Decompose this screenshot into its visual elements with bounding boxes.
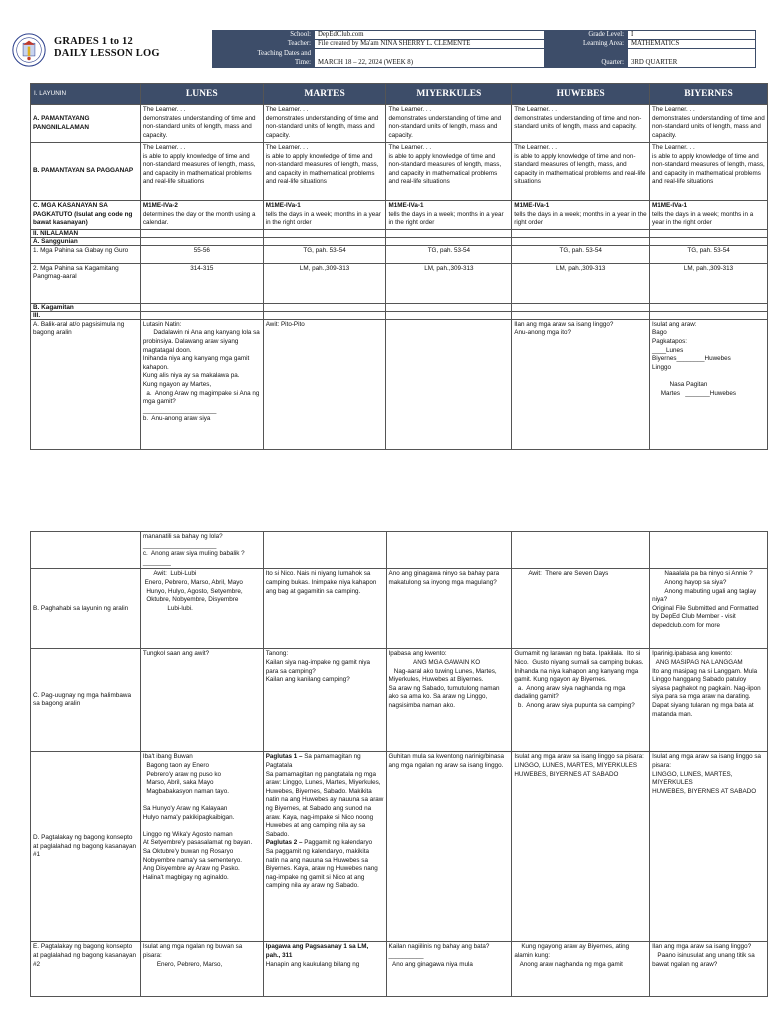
empty-cell xyxy=(140,237,263,245)
table-row xyxy=(31,942,768,997)
kagamitan-label: B. Kagamitan xyxy=(31,303,141,311)
empty-cell xyxy=(263,532,386,569)
balik-aral-huwebes: Ilan ang mga araw sa isang linggo? Anu-anong mga ito? xyxy=(512,319,650,449)
col-header-martes: MARTES xyxy=(263,84,386,105)
empty-cell xyxy=(650,532,768,569)
teaching-dates-text: MARCH 18 – 22, 2024 (WEEK 8) xyxy=(318,59,413,66)
table-row xyxy=(31,303,768,311)
section-iii-label: III. xyxy=(31,311,141,319)
paghahabi-biyernes: Naaalala pa ba ninyo si Annie ? Anong hayop sa siya? Anong mabuting ugali ang taglay niya? Original File Submitted and Formatted by DepEd Club Member - visit depedclub.com for more xyxy=(650,569,768,649)
paglutas-2-heading: Paglutas 2 – xyxy=(265,839,305,847)
teacher-label: Teacher: xyxy=(213,40,315,49)
pagtalakay1-label-text: D. Pagtalakay ng bagong konsepto at paglalahad ng bagong kasanayan #1 xyxy=(33,833,137,859)
lesson-log-table-top xyxy=(30,83,768,450)
empty-cell xyxy=(140,303,263,311)
teaching-dates-label-line1: Teaching Dates and xyxy=(257,50,311,57)
gabay-biyernes: TG, pah. 53-54 xyxy=(650,245,768,263)
paguugnay-miyerkules xyxy=(386,649,512,752)
kagamitang-huwebes: LM, pah.,309-313 xyxy=(512,263,650,303)
empty-cell xyxy=(140,229,263,237)
empty-cell xyxy=(512,532,650,569)
kagamitang-martes: LM, pah.,309-313 xyxy=(263,263,386,303)
empty-cell xyxy=(386,532,512,569)
empty-cell xyxy=(650,237,768,245)
table-row xyxy=(31,569,768,649)
pagtalakay1-miyerkules: Guhitan mula sa kwentong narinig/binasa ang mga ngalan ng araw sa isang linggo. xyxy=(386,752,512,942)
col-header-huwebes: HUWEBES xyxy=(512,84,650,105)
col-header-lunes: LUNES xyxy=(140,84,263,105)
paghahabi-lunes: Awit: Lubi-Lubi Enero, Pebrero, Marso, Abril, Mayo Hunyo, Hulyo, Agosto, Setyembre, Oktubre, Nobyembre, Disyembre Lubi-lubi. xyxy=(140,569,263,649)
pagsasanay-text: Hanapin ang kaukulang bilang ng xyxy=(265,960,360,968)
empty-cell xyxy=(512,311,650,319)
teaching-dates-label-line2: Time: xyxy=(295,59,311,66)
quarter-label-text: Quarter: xyxy=(601,59,624,66)
title-line-1: GRADES 1 to 12 xyxy=(54,36,133,47)
paglutas-2-text: Paggamit ng kalendaryo Sa paggamit ng kalendaryo, makikita natin na ang nauuna sa Huwebes sa Biyernes. Kaya, araw ng Huwebes nang nag-impake ng gamit si Nico at ang camping nila ay araw ng Sabado. xyxy=(265,839,378,890)
quarter-value-text: 3RD QUARTER xyxy=(631,59,678,66)
deped-seal-logo xyxy=(12,33,46,67)
paguugnay-martes: Tanong: Kailan siya nag-impake ng gamit niya para sa camping? Kailan ang kanilang camping? xyxy=(263,649,386,752)
pamantayang-biyernes: The Learner. . . demonstrates understanding of time and non-standard units of length, mass and capacity. xyxy=(650,105,768,143)
pagtalakay1-martes xyxy=(263,752,386,942)
layunin-header: I. LAYUNIN xyxy=(31,84,141,105)
gabay-huwebes: TG, pah. 53-54 xyxy=(512,245,650,263)
pagtalakay2-lunes: Isulat ang mga ngalan ng buwan sa pisara: Enero, Pebrero, Marso, xyxy=(140,942,263,997)
learning-area-value: MATHEMATICS xyxy=(628,40,756,49)
paghahabi-label-text: B. Paghahabi sa layunin ng aralin xyxy=(33,604,129,612)
kagamitang-biyernes: LM, pah.,309-313 xyxy=(650,263,768,303)
pagkatuto-label: C. MGA KASANAYAN SA PAGKATUTO (Isulat ang code ng bawat kasanayan) xyxy=(31,201,141,230)
school-label: School: xyxy=(213,31,315,40)
pamantayang-miyerkules: The Learner. . . demonstrates understanding of time and non-standard units of length, mass and capacity. xyxy=(386,105,512,143)
paguugnay-label xyxy=(31,649,141,752)
teacher-value: File created by Ma'am NINA SHERRY L. CLEMENTE xyxy=(315,40,545,49)
pamantayang-label xyxy=(31,105,141,143)
grade-level-label: Grade Level: xyxy=(545,31,628,40)
empty-cell xyxy=(386,303,512,311)
gabay-martes: TG, pah. 53-54 xyxy=(263,245,386,263)
pagtalakay1-lunes: Iba't ibang Buwan Bagong taon ay Enero Pebrero'y araw ng puso ko Marso, Abril, saka Mayo Magbabakasyon naman tayo. Sa Hunyo'y Araw ng Kalayaan Hulyo nama'y pakikipagkaibigan. Linggo ng Wika'y Agosto naman At Setyembre'y pasasalamat ng bayan. Sa Oktubre'y buwan ng Rosaryo Nobyembre nama'y sa sementeryo. Ang Disyembre ay Araw ng Pasko. Halina't magbigay ng aginaldo. xyxy=(140,752,263,942)
pagkatuto-code: M1ME-IVa-2 xyxy=(142,202,178,209)
sanggunian-label: A. Sanggunian xyxy=(31,237,141,245)
paguugnay-lunes: Tungkol saan ang awit? xyxy=(140,649,263,752)
pagganap-huwebes: The Learner. . . is able to apply knowledge of time and non-standard measures of length, mass, and capacity in mathematical problems and real-life situations xyxy=(512,143,650,201)
pamantayang-huwebes: The Learner. . . demonstrates understanding of time and non-standard units of length, mass and capacity. xyxy=(512,105,650,143)
pagkatuto-text: tells the days in a week; months in a year in the right order xyxy=(652,210,754,227)
pagkatuto-lunes xyxy=(140,201,263,230)
table-row xyxy=(31,263,768,303)
learning-area-label: Learning Area: xyxy=(545,40,628,49)
paguugnay-biyernes: Iparinig.ipabasa ang kwento: ANG MASIPAG NA LANGGAM Ito ang masipag na si Langgam. Mula Linggo hanggang Sabado patuloy siyasa paghakot ng pagkain. Nag-iipon siya para sa mga araw na darating. Dapat siyang tularan ng mga bata at matanda man. xyxy=(650,649,768,752)
paguugnay-miyerkules-intro: Ipabasa ang kwento: xyxy=(388,650,447,658)
empty-cell xyxy=(263,311,386,319)
pamantayang-lunes: The Learner. . . demonstrates understanding of time and non-standard units of length, mass and capacity. xyxy=(140,105,263,143)
balik-aral-label: A. Balik-aral at/o pagsisimula ng bagong aralin xyxy=(31,319,141,449)
pagkatuto-martes xyxy=(263,201,386,230)
empty-cell xyxy=(650,311,768,319)
col-header-miyerkules: MIYERKULES xyxy=(386,84,512,105)
empty-cell xyxy=(512,303,650,311)
pagganap-martes: The Learner. . . is able to apply knowledge of time and non-standard measures of length, mass, and capacity in mathematical problems and real-life situations xyxy=(263,143,386,201)
table-row xyxy=(31,229,768,237)
gabay-lunes: 55-56 xyxy=(140,245,263,263)
empty-cell xyxy=(140,311,263,319)
pagkatuto-code: M1ME-IVa-1 xyxy=(265,202,301,209)
pagtalakay2-label: E. Pagtalakay ng bagong konsepto at paglalahad ng bagong kasanayan #2 xyxy=(31,942,141,997)
pagkatuto-text: determines the day or the month using a calendar. xyxy=(142,210,256,227)
gabay-miyerkules: TG, pah. 53-54 xyxy=(386,245,512,263)
paguugnay-miyerkules-title: ANG MGA GAWAIN KO xyxy=(388,658,481,666)
pagtalakay1-label xyxy=(31,752,141,942)
pagganap-label xyxy=(31,143,141,201)
empty-cell xyxy=(386,237,512,245)
paghahabi-martes: Ito si Nico. Nais ni niyang lumahok sa camping bukas. Inimpake niya kahapon ang bag at gagamitin sa camping. xyxy=(263,569,386,649)
pagtalakay1-biyernes: Isulat ang mga araw sa isang linggo sa pisara: LINGGO, LUNES, MARTES, MIYERKULES HUWEBES, BIYERNES AT SABADO xyxy=(650,752,768,942)
paguugnay-huwebes: Gumamit ng larawan ng bata. Ipakilala. Ito si Nico. Gusto niyang sumali sa camping bukas. Inihanda na niya kahapon ang kanyang mga gamit. Kung ngayon ay Biyernes. a. Anong araw siya naghanda ng mga dadaling gamit? b. Anong araw siya pupunta sa camping? xyxy=(512,649,650,752)
pagtalakay2-huwebes: Kung ngayong araw ay Biyernes, ating alamin kung: Anong araw naghanda ng mga gamit xyxy=(512,942,650,997)
paghahabi-huwebes: Awit: There are Seven Days xyxy=(512,569,650,649)
pagkatuto-miyerkules xyxy=(386,201,512,230)
gabay-label: 1. Mga Pahina sa Gabay ng Guro xyxy=(31,245,141,263)
quarter-value xyxy=(628,49,756,68)
pamantayang-martes: The Learner. . . demonstrates understanding of time and non-standard units of length, mass and capacity. xyxy=(263,105,386,143)
empty-cell xyxy=(263,237,386,245)
table-row xyxy=(31,105,768,143)
teaching-dates-value xyxy=(315,49,545,68)
grade-level-value: I xyxy=(628,31,756,40)
balik-aral-lunes: Lutasin Natin: Dadalawin ni Ana ang kanyang lola sa probinsiya. Dalawang araw siyang magtatagal doon. Inihanda niya ang kanyang mga gamit kahapon. Kung alis niya ay sa makalawa pa. Kung ngayon ay Martes, a. Anong Araw ng magimpake si Ana ng mga gamit? _____________________ b. Anu-anong araw siya xyxy=(140,319,263,449)
pagkatuto-code: M1ME-IVa-1 xyxy=(514,202,550,209)
teaching-dates-label xyxy=(213,49,315,68)
balik-aral-biyernes: Isulat ang araw: Bago Pagkatapos: ____Lunes Biyernes________Huwebes Linggo Nasa Pagitan Martes _______Huwebes xyxy=(650,319,768,449)
col-header-biyernes: BIYERNES xyxy=(650,84,768,105)
paghahabi-label xyxy=(31,569,141,649)
table-row xyxy=(31,319,768,449)
table-row xyxy=(31,311,768,319)
pagtalakay2-martes xyxy=(263,942,386,997)
kagamitang-lunes: 314-315 xyxy=(140,263,263,303)
paglutas-1-heading: Paglutas 1 – xyxy=(265,753,305,761)
pagkatuto-text: tells the days in a week; months in a year in the right order xyxy=(265,210,381,227)
pagkatuto-biyernes xyxy=(650,201,768,230)
pagkatuto-text: tells the days in a week; months in a year in the right order xyxy=(514,210,647,227)
empty-cell xyxy=(31,532,141,569)
school-value: DepEdClub.com xyxy=(315,31,545,40)
pagkatuto-code: M1ME-IVa-1 xyxy=(652,202,688,209)
empty-cell xyxy=(512,229,650,237)
table-row xyxy=(31,752,768,942)
empty-cell xyxy=(263,303,386,311)
kagamitang-label: 2. Mga Pahina sa Kagamitang Pangmag-aaral xyxy=(31,263,141,303)
empty-cell xyxy=(512,237,650,245)
pagtalakay2-miyerkules: Kailan nagiilinis ng bahay ang bata?__________ Ano ang ginagawa niya mula xyxy=(386,942,512,997)
pamantayang-label-text: A. PAMANTAYANG PANGNILALAMAN xyxy=(33,114,90,131)
lesson-log-table-bottom xyxy=(30,531,768,997)
balik-aral-lunes-continued: mananatili sa bahay ng lola? _____________________ c. Anong araw siya muling babalik ?________ xyxy=(140,532,263,569)
nilalaman-label: II. NILALAMAN xyxy=(31,229,141,237)
pagsasanay-heading: Ipagawa ang Pagsasanay 1 sa LM, pah., 311 xyxy=(265,943,371,959)
pagganap-lunes: The Learner. . . is able to apply knowledge of time and non-standard measures of length, mass, and capacity in mathematical problems and real-life situations xyxy=(140,143,263,201)
empty-cell xyxy=(386,311,512,319)
title-line-2: DAILY LESSON LOG xyxy=(54,48,160,59)
table-header-row xyxy=(31,84,768,105)
pagkatuto-text: tells the days in a week; months in a year in the right order xyxy=(388,210,504,227)
table-row xyxy=(31,143,768,201)
table-row xyxy=(31,649,768,752)
empty-cell xyxy=(650,229,768,237)
pagganap-label-text: B. PAMANTAYAN SA PAGGANAP xyxy=(33,167,134,175)
pagtalakay1-huwebes: Isulat ang mga araw sa isang linggo sa pisara: LINGGO, LUNES, MARTES, MIYERKULES HUWEBES, BIYERNES AT SABADO xyxy=(512,752,650,942)
empty-cell xyxy=(263,229,386,237)
table-row xyxy=(31,237,768,245)
paguugnay-label-text: C. Pag-uugnay ng mga halimbawa sa bagong aralin xyxy=(33,691,132,708)
pagganap-biyernes: The Learner. . . is able to apply knowledge of time and non-standard measures of length, mass, and capacity in mathematical problems and real-life situations xyxy=(650,143,768,201)
quarter-label xyxy=(545,49,628,68)
header-info-table xyxy=(212,30,756,68)
table-row xyxy=(31,532,768,569)
empty-cell xyxy=(386,229,512,237)
empty-cell xyxy=(650,303,768,311)
pagkatuto-huwebes xyxy=(512,201,650,230)
balik-aral-miyerkules xyxy=(386,319,512,449)
table-row xyxy=(31,201,768,230)
table-row xyxy=(31,245,768,263)
kagamitang-miyerkules: LM, pah.,309-313 xyxy=(386,263,512,303)
paguugnay-miyerkules-story: Nag-aaral ako tuwing Lunes, Martes, Miyerkules, Huwebes at Biyernes. Sa araw ng Sabado, tumutulong naman ako sa ama ko. Sa araw ng Linggo, nagsisimba naman ako. xyxy=(388,667,500,709)
pagganap-miyerkules: The Learner. . . is able to apply knowledge of time and non-standard measures of length, mass, and capacity in mathematical problems and real-life situations xyxy=(386,143,512,201)
paglutas-1-text: Sa pamamagitan ng Pagtatala Sa pamamagitan ng pangtatala ng mga araw: Linggo, Lunes, Martes, Miyerkules, Huwebes, Biyernes, Sabado. Makikita natin na ang Huwebes ay nauuna sa araw ng Biyernes, at Sabado ang sunod na araw. Kaya, nag-impake si Nico noong Huwebes at ang camping nila ay sa Sabado. xyxy=(265,753,384,838)
paghahabi-miyerkules: Ano ang ginagawa ninyo sa bahay para makatulong sa inyong mga magulang? xyxy=(386,569,512,649)
balik-aral-martes: Awit: Pito-Pito xyxy=(263,319,386,449)
pagtalakay2-biyernes: Ilan ang mga araw sa isang linggo? Paano isinusulat ang unang titik sa bawat ngalan ng araw? xyxy=(650,942,768,997)
pagkatuto-code: M1ME-IVa-1 xyxy=(388,202,424,209)
